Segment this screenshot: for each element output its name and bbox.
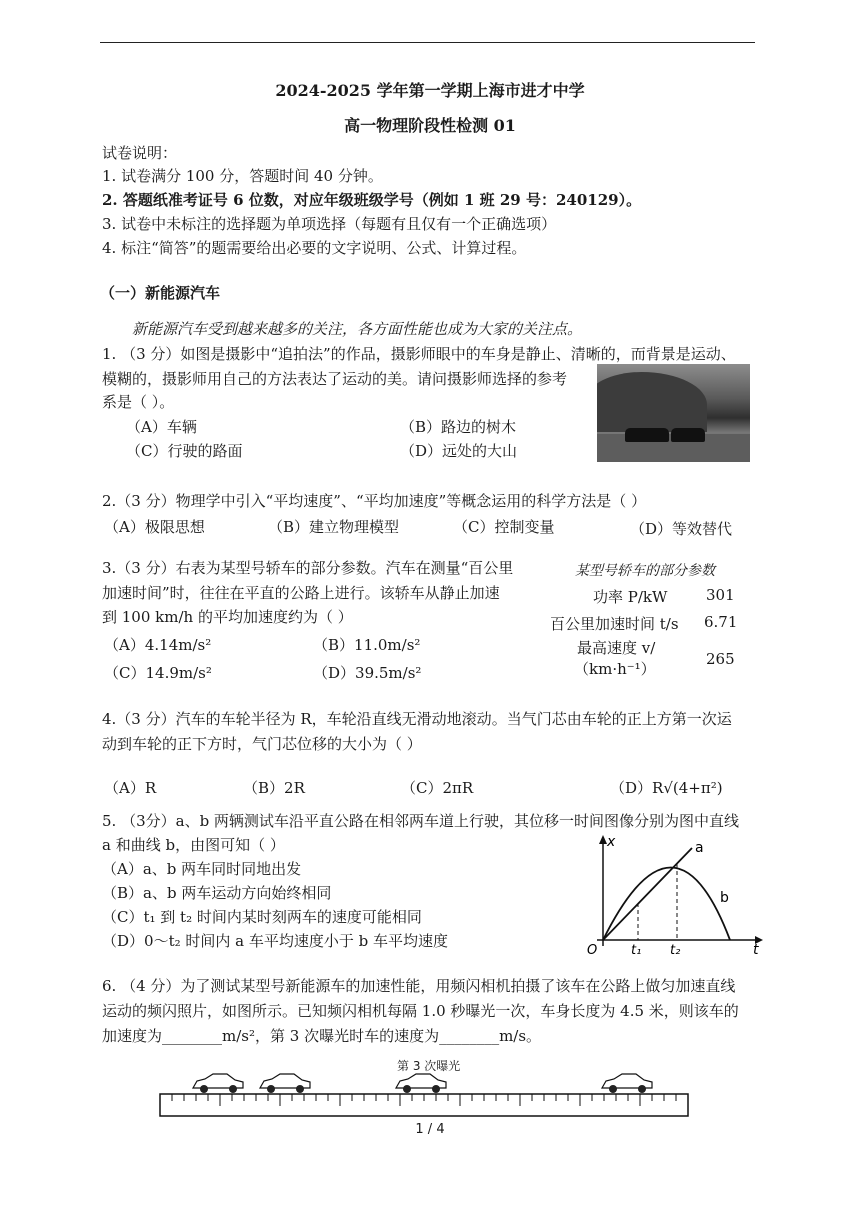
photo-hill bbox=[597, 372, 707, 432]
q1-option-c[interactable]: （C）行驶的路面 bbox=[126, 442, 243, 460]
x-axis-label: t bbox=[753, 942, 759, 958]
exam-subtitle: 高一物理阶段性检测 01 bbox=[344, 116, 516, 135]
y-axis-label: x bbox=[607, 834, 616, 850]
q6-stem-line: 加速度为________m/s²，第 3 次曝光时车的速度为________m/s。 bbox=[102, 1027, 542, 1045]
q2-option-d[interactable]: （D）等效替代 bbox=[630, 520, 733, 538]
t2-label: t₂ bbox=[670, 943, 681, 958]
photo-car bbox=[625, 428, 669, 442]
q4-stem-line: 动到车轮的正下方时，气门芯位移的大小为（ ） bbox=[102, 735, 422, 753]
q4-stem-line: 4.（3 分）汽车的车轮半径为 R，车轮沿直线无滑动地滚动。当气门芯由车轮的正上方第一次运 bbox=[102, 710, 732, 728]
q1-stem-line: 模糊的，摄影师用自己的方法表达了运动的美。请问摄影师选择的参考 bbox=[102, 370, 568, 388]
q3-option-b[interactable]: （B）11.0m/s² bbox=[313, 636, 421, 654]
param-label-power: 功率 P/kW bbox=[593, 588, 668, 606]
q5-stem-line: a 和曲线 b，由图可知（ ） bbox=[102, 836, 285, 854]
car-exposure-2 bbox=[260, 1074, 310, 1093]
origin-label: O bbox=[587, 943, 598, 958]
param-table-title: 某型号轿车的部分参数 bbox=[575, 563, 715, 579]
q1-option-a[interactable]: （A）车辆 bbox=[126, 418, 197, 436]
q3-option-a[interactable]: （A）4.14m/s² bbox=[104, 636, 212, 654]
photo-car bbox=[671, 428, 705, 442]
param-label-top-speed-unit: （km·h⁻¹） bbox=[574, 660, 656, 678]
car-exposure-4 bbox=[602, 1074, 652, 1093]
instructions-heading: 试卷说明： bbox=[102, 144, 178, 162]
ruler-ticks bbox=[160, 1094, 688, 1106]
q4-option-c[interactable]: （C）2πR bbox=[401, 779, 474, 797]
q6-stem-line: 运动的频闪照片，如图所示。已知频闪相机每隔 1.0 秒曝光一次，车身长度为 4.5 米，则该车的 bbox=[102, 1002, 739, 1020]
exposure-label: 第 3 次曝光 bbox=[397, 1059, 461, 1073]
car-exposure-1 bbox=[193, 1074, 243, 1093]
q2-stem: 2.（3 分）物理学中引入“平均速度”、“平均加速度”等概念运用的科学方法是（ ） bbox=[102, 492, 647, 510]
q4-option-a[interactable]: （A）R bbox=[104, 779, 157, 797]
page-number: 1 / 4 bbox=[415, 1122, 445, 1137]
exam-title: 2024-2025 学年第一学期上海市进才中学 bbox=[275, 81, 585, 100]
t1-label: t₁ bbox=[631, 943, 642, 958]
label-b: b bbox=[720, 890, 729, 906]
strobe-figure bbox=[155, 1068, 695, 1120]
q5-option-b[interactable]: （B）a、b 两车运动方向始终相同 bbox=[102, 884, 332, 902]
q3-stem-line: 到 100 km/h 的平均加速度约为（ ） bbox=[102, 608, 353, 626]
section-heading: （一）新能源汽车 bbox=[100, 284, 221, 302]
q5-stem-line: 5. （3分）a、b 两辆测试车沿平直公路在相邻两车道上行驶，其位移一时间图像分别为图中直线 bbox=[102, 812, 739, 830]
instruction-item: 3. 试卷中未标注的选择题为单项选择（每题有且仅有一个正确选项） bbox=[102, 215, 557, 233]
car-exposure-3 bbox=[396, 1074, 446, 1093]
instruction-item: 1. 试卷满分 100 分，答题时间 40 分钟。 bbox=[102, 167, 383, 185]
q1-option-b[interactable]: （B）路边的树木 bbox=[400, 418, 517, 436]
q3-option-c[interactable]: （C）14.9m/s² bbox=[104, 664, 212, 682]
curve-b bbox=[603, 868, 730, 941]
q1-option-d[interactable]: （D）远处的大山 bbox=[400, 442, 518, 460]
param-value-power: 301 bbox=[706, 586, 735, 604]
xt-graph bbox=[575, 830, 770, 960]
param-value-top-speed: 265 bbox=[706, 650, 735, 668]
q2-option-c[interactable]: （C）控制变量 bbox=[453, 518, 555, 536]
q3-option-d[interactable]: （D）39.5m/s² bbox=[313, 664, 422, 682]
param-label-top-speed: 最高速度 v/ bbox=[577, 639, 656, 657]
q4-option-b[interactable]: （B）2R bbox=[243, 779, 305, 797]
param-label-accel-time: 百公里加速时间 t/s bbox=[550, 615, 679, 633]
line-a bbox=[603, 848, 692, 940]
q4-option-d[interactable]: （D）R√(4+π²) bbox=[610, 779, 723, 797]
q2-option-b[interactable]: （B）建立物理模型 bbox=[268, 518, 400, 536]
q5-option-d[interactable]: （D）0～t₂ 时间内 a 车平均速度小于 b 车平均速度 bbox=[102, 932, 448, 950]
panning-photo bbox=[597, 364, 750, 462]
q1-stem-line: 系是（ ）。 bbox=[102, 393, 175, 411]
q3-stem-line: 加速时间”时，往往在平直的公路上进行。该轿车从静止加速 bbox=[102, 584, 500, 602]
instruction-item: 2. 答题纸准考证号 6 位数，对应年级班级学号（例如 1 班 29 号：240129）。 bbox=[102, 191, 642, 209]
label-a: a bbox=[695, 840, 704, 856]
q6-stem-line: 6. （4 分）为了测试某型号新能源车的加速性能，用频闪相机拍摄了该车在公路上做匀加速直线 bbox=[102, 977, 736, 995]
y-axis-arrow bbox=[599, 835, 607, 844]
section-intro: 新能源汽车受到越来越多的关注，各方面性能也成为大家的关注点。 bbox=[132, 320, 583, 338]
q5-option-c[interactable]: （C）t₁ 到 t₂ 时间内某时刻两车的速度可能相同 bbox=[102, 908, 422, 926]
q1-stem-line: 1. （3 分）如图是摄影中“追拍法”的作品，摄影师眼中的车身是静止、清晰的，而背景是运动、 bbox=[102, 345, 736, 363]
q3-stem-line: 3.（3 分）右表为某型号轿车的部分参数。汽车在测量“百公里 bbox=[102, 559, 514, 577]
q2-option-a[interactable]: （A）极限思想 bbox=[104, 518, 205, 536]
instruction-item: 4. 标注“简答”的题需要给出必要的文字说明、公式、计算过程。 bbox=[102, 239, 527, 257]
param-value-accel-time: 6.71 bbox=[704, 613, 738, 631]
q5-option-a[interactable]: （A）a、b 两车同时同地出发 bbox=[102, 860, 302, 878]
top-rule bbox=[100, 42, 755, 43]
